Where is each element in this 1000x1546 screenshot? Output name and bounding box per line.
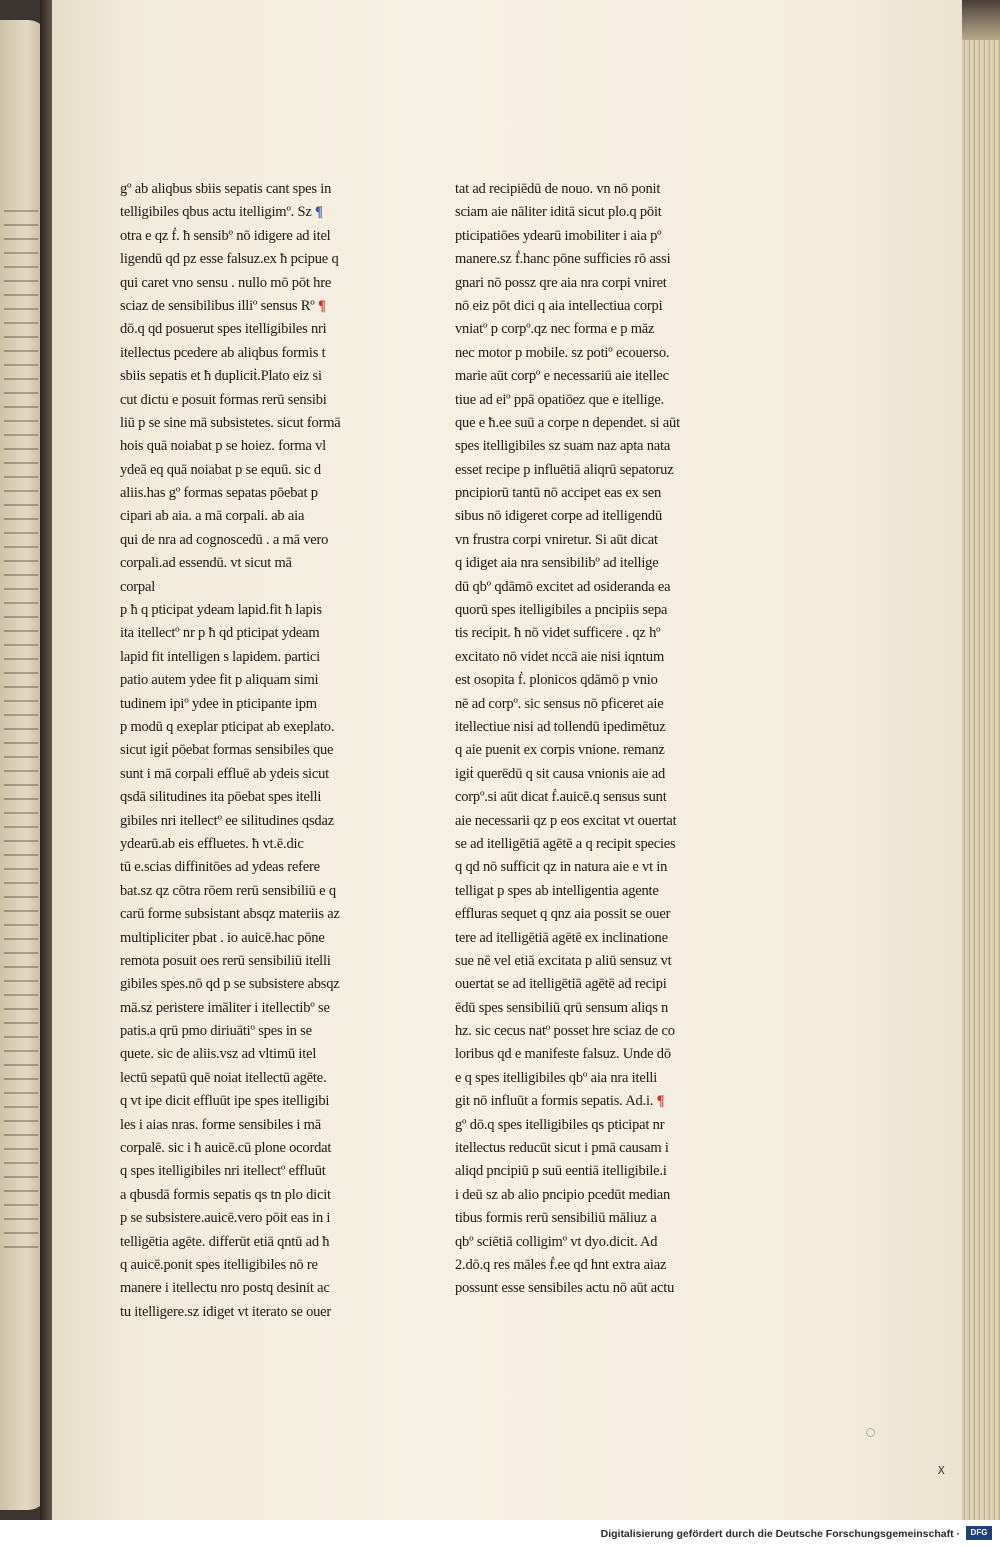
paragraph-mark-red-icon: ¶ [314, 297, 326, 314]
text-line: igiṫ querēdū q sit causa vnionis aie ad [455, 765, 666, 782]
text-line: sunt i mā corpali effluē ab ydeis sicut [120, 765, 329, 782]
text-line: ita itellectº nr p ħ qd pticipat ydeam [120, 625, 320, 642]
text-line: sciaz de sensibilibus illiº sensus Rº ¶ [120, 297, 326, 314]
text-line: que e ħ.ee suū a corpe n dependet. si aūt [455, 414, 680, 431]
text-line: p se subsistere.auicē.vero pōit eas in i [120, 1210, 331, 1227]
text-line: ouertat se ad itelligētiā agētē ad recipi [455, 976, 667, 993]
text-line: corpal [120, 578, 156, 595]
text-line: carū forme subsistant absqz materiis az [120, 906, 340, 923]
text-line: qui de nra ad cognoscedū . a mā vero [120, 531, 329, 548]
text-line: otra e qz ḟ. ħ sensibº nō idigere ad itel [120, 227, 331, 244]
text-line: hz. sic cecus natº posset hre sciaz de co [455, 1023, 675, 1040]
dfg-logo: DFG [966, 1526, 992, 1540]
text-line: tiue ad eiº ppā opatiōez que e itellige. [455, 391, 665, 408]
text-line: hois quā noiabat p se hoiez. forma vl [120, 438, 327, 455]
text-line: gibiles nri itellectº ee silitudines qsdaz [120, 812, 334, 829]
text-line: nē ad corpº. sic sensus nō pficeret aie [455, 695, 664, 712]
text-line: lectū sepatū quē noiat itellectū agēte. [120, 1069, 327, 1086]
text-line: ydearū.ab eis effluetes. ħ vt.ē.dic [120, 835, 304, 852]
text-line: pticipatiōes ydearū imobiliter i aia pº [455, 227, 662, 244]
footer-bar [0, 1520, 1000, 1546]
text-line: q spes itelligibiles nri itellectº effluūt [120, 1163, 326, 1180]
text-line: tis recipit. ħ nō videt sufficere . qz hº [455, 625, 661, 642]
text-line: gº dō.q spes itelligibiles qs pticipat nr [455, 1116, 665, 1133]
text-line: ēdū spes sensibiliū qrū sensum aliqs n [455, 999, 669, 1016]
text-line: patis.a qrū pmo diriuātiº spes in se [120, 1023, 312, 1040]
text-line: quorū spes itelligibiles a pncipiis sepa [455, 602, 668, 619]
left-page-text-fragments [4, 210, 38, 1250]
text-line: q auicē.ponit spes itelligibiles nō re [120, 1256, 318, 1273]
text-line: pncipiorū tantū nō accipet eas ex sen [455, 485, 661, 502]
text-line: sibus nō idigeret corpe ad itelligendū [455, 508, 663, 525]
text-line: bat.sz qz cōtra rōem rerū sensibiliū e q [120, 882, 336, 899]
text-line: corpali.ad essendū. vt sicut mā [120, 555, 292, 572]
text-line: multipliciter pbat . io auicē.hac pōne [120, 929, 325, 946]
text-line: ydeā eq quā noiabat p se equū. sic d [120, 461, 321, 478]
margin-mark [866, 1428, 875, 1437]
text-line: cut dictu e posuit formas rerū sensibi [120, 391, 327, 408]
text-line: nō eiz pōt dici q aia intellectiua corpi [455, 297, 663, 314]
text-line: tu itelligere.sz idiget vt iterato se ouer [120, 1303, 332, 1320]
paragraph-mark-red-icon: ¶ [653, 1093, 665, 1110]
text-line: aliqd pncipiū p suū eentiā itelligibile.i [455, 1163, 667, 1180]
text-line: 2.dō.q res māles ḟ.ee qd hnt extra aiaz [455, 1256, 667, 1273]
text-line: i deū sz ab alio pncipio pcedūt median [455, 1186, 671, 1203]
text-line: spes itelligibiles sz suam naz apta nata [455, 438, 671, 455]
text-line: manere.sz ḟ.hanc pōne sufficies rō assi [455, 251, 671, 268]
text-line: tere ad itelligētiā agētē ex inclinatione [455, 929, 668, 946]
text-line: tat ad recipiēdū de nouo. vn nō ponit [455, 181, 661, 197]
page-stack-edge [962, 0, 1000, 1520]
text-line: itellectus pcedere ab aliqbus formis t [120, 344, 326, 361]
text-line: aie necessarii qz p eos excitat vt ouertat [455, 812, 677, 829]
text-line: qsdā silitudines ita pōebat spes itelli [120, 789, 322, 806]
text-line: p modū q exeplar pticipat ab exeplato. [120, 718, 335, 735]
text-line: gnari nō possz qre aia nra corpi vniret [455, 274, 667, 291]
text-line: a qbusdā formis sepatis qs tn plo dicit [120, 1186, 331, 1203]
text-line: manere i itellectu nro postq desinit ac [120, 1280, 330, 1297]
text-line: excitato nō videt nccā aie nisi iqntum [455, 648, 665, 665]
text-line: tudinem ipiº ydee in pticipante ipm [120, 695, 317, 712]
text-line: git nō influūt a formis sepatis. Ad.i. ¶ [455, 1093, 665, 1110]
text-line: vniatº p corpº.qz nec forma e p māz [455, 321, 655, 338]
text-line: nec motor p mobile. sz potiº ecouerso. [455, 344, 670, 361]
text-line: marie aūt corpº e necessariū aie itellec [455, 368, 669, 385]
text-line: telligibiles qbus actu itelligimº. Sz ¶ [120, 204, 323, 221]
text-line: sue nē vel etiā excitata p aliū sensuz vt [455, 952, 672, 969]
text-column-right [455, 178, 733, 1301]
text-line: quete. sic de aliis.vsz ad vltimū itel [120, 1046, 317, 1063]
text-line: itellectiue nisi ad tollendū ipedimētuz [455, 718, 666, 735]
text-line: lapid fit intelligen s lapidem. partici [120, 648, 320, 665]
text-line: possunt esse sensibiles actu nō aūt actu [455, 1280, 675, 1297]
text-line: corpalē. sic i ħ auicē.cū plone ocordat [120, 1140, 332, 1157]
text-line: aliis.has gº formas sepatas pōebat p [120, 485, 318, 502]
foliation-mark: X [938, 1464, 945, 1477]
page-stack-top-shadow [962, 0, 1000, 40]
text-line: tū e.scias diffinitōes ad ydeas refere [120, 859, 320, 876]
text-line: les i aias nras. forme sensibiles i mā [120, 1116, 321, 1133]
text-line: sicut igiṫ pōebat formas sensibiles que [120, 742, 334, 759]
text-line: liū p se sine mā subsistetes. sicut formā [120, 414, 341, 431]
text-line: ligendū qd pz esse falsuz.ex ħ pcipue q [120, 251, 339, 268]
funding-notice: Digitalisierung gefördert durch die Deutsche Forschungsgemeinschaft · [600, 1528, 960, 1540]
text-line: dū qbº qdāmō excitet ad osideranda ea [455, 578, 671, 595]
text-line: q idiget aia nra sensibilibº ad itellige [455, 555, 659, 572]
text-line: cipari ab aia. a mā corpali. ab aia [120, 508, 305, 525]
text-line: q aie puenit ex corpis vnione. remanz [455, 742, 665, 759]
text-line: vn frustra corpi vniretur. Si aūt dicat [455, 531, 658, 548]
text-line: q vt ipe dicit effluūt ipe spes itelligibi [120, 1093, 330, 1110]
text-line: telligētia agēte. differūt etiā qntū ad ħ [120, 1233, 330, 1250]
text-column-left [120, 178, 398, 1324]
text-line: sciam aie nāliter iditā sicut plo.q pōit [455, 204, 662, 221]
text-line: qbº sciētiā colligimº vt dyo.dicit. Ad [455, 1233, 658, 1250]
text-line: tibus formis rerū sensibiliū māliuz a [455, 1210, 657, 1227]
text-line: gº ab aliqbus sbiis sepatis cant spes in [120, 181, 332, 197]
text-line: itellectus reducūt sicut i pmā causam i [455, 1140, 669, 1157]
text-line: se ad itelligētiā agētē a q recipit species [455, 835, 676, 852]
text-line: effluras sequet q qnz aia possit se ouer [455, 906, 671, 923]
text-line: loribus qd e manifeste falsuz. Unde dō [455, 1046, 671, 1063]
text-line: patio autem ydee fit p aliquam simi [120, 672, 319, 689]
text-line: q qd nō sufficit qz in natura aie e vt in [455, 859, 668, 876]
text-line: p ħ q pticipat ydeam lapid.fit ħ lapis [120, 602, 322, 619]
text-line: telligat p spes ab intelligentia agente [455, 882, 659, 899]
text-line: corpº.si aūt dicat ḟ.auicē.q sensus sunt [455, 789, 667, 806]
text-line: sbiis sepatis et ħ dupliciṫ.Plato eiz si [120, 368, 322, 385]
text-line: qui caret vno sensu . nullo mō pōt hre [120, 274, 332, 291]
paragraph-mark-blue-icon: ¶ [311, 204, 323, 221]
text-line: mā.sz peristere imāliter i itellectibº se [120, 999, 330, 1016]
text-line: e q spes itelligibiles qbº aia nra itelli [455, 1069, 658, 1086]
text-line: remota posuit oes rerū sensibiliū itelli [120, 952, 331, 969]
text-line: dō.q qd posuerut spes itelligibiles nri [120, 321, 327, 338]
text-line: esset recipe p influētiā aliqrū sepatoruz [455, 461, 674, 478]
text-line: gibiles spes.nō qd p se subsistere absqz [120, 976, 340, 993]
text-line: est osopita ḟ. plonicos qdāmō p vnio [455, 672, 658, 689]
